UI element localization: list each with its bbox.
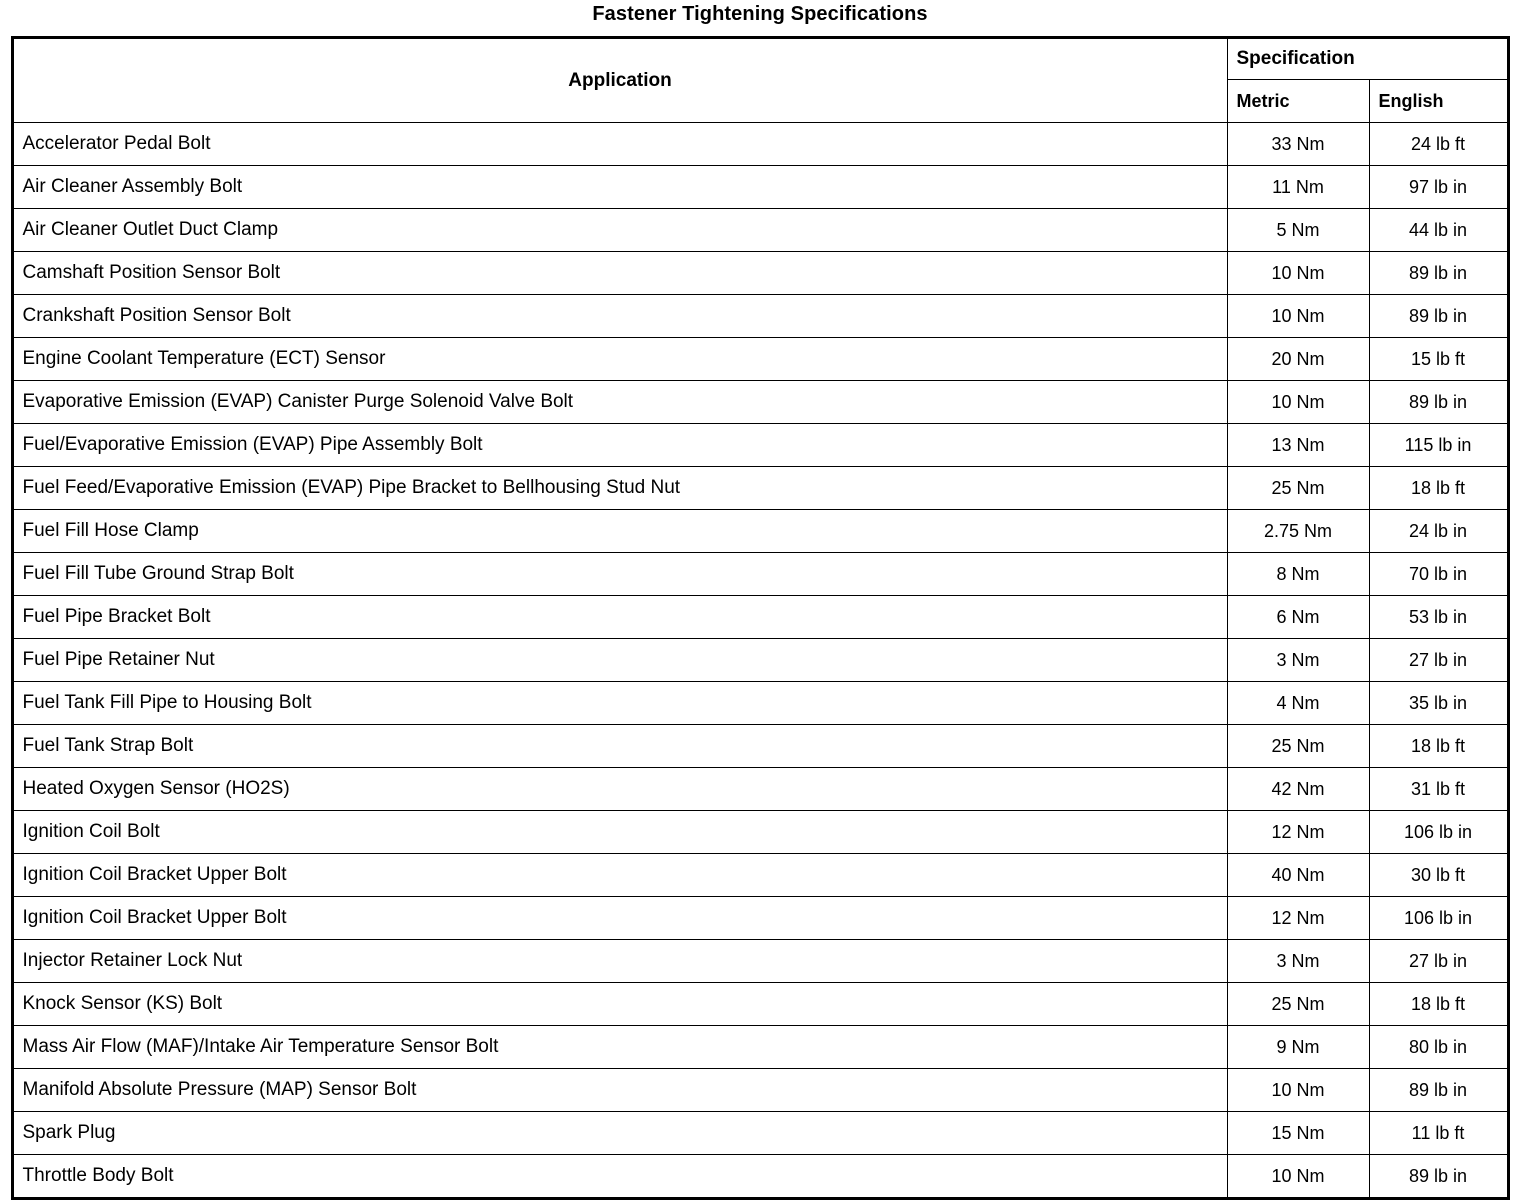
cell-application: Mass Air Flow (MAF)/Intake Air Temperature Sensor Bolt [12, 1026, 1227, 1069]
cell-english: 11 lb ft [1369, 1112, 1508, 1155]
table-header-row-1 [12, 38, 1508, 80]
cell-application: Air Cleaner Outlet Duct Clamp [12, 209, 1227, 252]
cell-metric: 12 Nm [1227, 897, 1369, 940]
cell-metric: 15 Nm [1227, 1112, 1369, 1155]
column-header-english: English [1369, 80, 1508, 123]
table-row [12, 252, 1508, 295]
cell-english: 106 lb in [1369, 811, 1508, 854]
cell-metric: 10 Nm [1227, 1155, 1369, 1199]
cell-english: 115 lb in [1369, 424, 1508, 467]
cell-metric: 42 Nm [1227, 768, 1369, 811]
cell-metric: 10 Nm [1227, 252, 1369, 295]
table-row [12, 553, 1508, 596]
column-header-specification: Specification [1227, 38, 1508, 80]
cell-application: Fuel Feed/Evaporative Emission (EVAP) Pipe Bracket to Bellhousing Stud Nut [12, 467, 1227, 510]
table-row [12, 983, 1508, 1026]
cell-english: 53 lb in [1369, 596, 1508, 639]
cell-english: 18 lb ft [1369, 467, 1508, 510]
table-row [12, 295, 1508, 338]
cell-application: Fuel Pipe Retainer Nut [12, 639, 1227, 682]
cell-application: Ignition Coil Bracket Upper Bolt [12, 897, 1227, 940]
cell-application: Crankshaft Position Sensor Bolt [12, 295, 1227, 338]
cell-english: 89 lb in [1369, 295, 1508, 338]
table-row [12, 725, 1508, 768]
cell-english: 89 lb in [1369, 1155, 1508, 1199]
cell-application: Air Cleaner Assembly Bolt [12, 166, 1227, 209]
cell-application: Ignition Coil Bracket Upper Bolt [12, 854, 1227, 897]
cell-application: Fuel Pipe Bracket Bolt [12, 596, 1227, 639]
cell-english: 18 lb ft [1369, 983, 1508, 1026]
table-header [12, 38, 1508, 123]
cell-metric: 5 Nm [1227, 209, 1369, 252]
cell-application: Accelerator Pedal Bolt [12, 123, 1227, 166]
cell-application: Ignition Coil Bolt [12, 811, 1227, 854]
cell-metric: 3 Nm [1227, 940, 1369, 983]
cell-metric: 10 Nm [1227, 381, 1369, 424]
table-row [12, 467, 1508, 510]
cell-application: Engine Coolant Temperature (ECT) Sensor [12, 338, 1227, 381]
table-row [12, 768, 1508, 811]
cell-metric: 9 Nm [1227, 1026, 1369, 1069]
table-row [12, 209, 1508, 252]
cell-application: Knock Sensor (KS) Bolt [12, 983, 1227, 1026]
table-row [12, 338, 1508, 381]
table-row [12, 940, 1508, 983]
cell-metric: 13 Nm [1227, 424, 1369, 467]
cell-english: 70 lb in [1369, 553, 1508, 596]
column-header-metric: Metric [1227, 80, 1369, 123]
cell-metric: 12 Nm [1227, 811, 1369, 854]
cell-english: 30 lb ft [1369, 854, 1508, 897]
cell-application: Manifold Absolute Pressure (MAP) Sensor Bolt [12, 1069, 1227, 1112]
cell-english: 24 lb in [1369, 510, 1508, 553]
cell-metric: 25 Nm [1227, 725, 1369, 768]
cell-english: 35 lb in [1369, 682, 1508, 725]
cell-metric: 25 Nm [1227, 983, 1369, 1026]
cell-application: Fuel Tank Strap Bolt [12, 725, 1227, 768]
table-row [12, 123, 1508, 166]
cell-application: Evaporative Emission (EVAP) Canister Purge Solenoid Valve Bolt [12, 381, 1227, 424]
cell-application: Fuel Tank Fill Pipe to Housing Bolt [12, 682, 1227, 725]
cell-metric: 20 Nm [1227, 338, 1369, 381]
cell-application: Camshaft Position Sensor Bolt [12, 252, 1227, 295]
cell-metric: 6 Nm [1227, 596, 1369, 639]
cell-metric: 10 Nm [1227, 295, 1369, 338]
table-row [12, 897, 1508, 940]
cell-application: Throttle Body Bolt [12, 1155, 1227, 1199]
cell-english: 15 lb ft [1369, 338, 1508, 381]
column-header-application: Application [12, 38, 1227, 123]
cell-english: 44 lb in [1369, 209, 1508, 252]
fastener-specifications-table [11, 36, 1510, 1200]
table-row [12, 166, 1508, 209]
cell-metric: 8 Nm [1227, 553, 1369, 596]
page-title: Fastener Tightening Specifications [592, 3, 928, 25]
cell-english: 89 lb in [1369, 252, 1508, 295]
table-row [12, 1112, 1508, 1155]
table-row [12, 510, 1508, 553]
cell-application: Heated Oxygen Sensor (HO2S) [12, 768, 1227, 811]
cell-english: 89 lb in [1369, 381, 1508, 424]
cell-english: 97 lb in [1369, 166, 1508, 209]
cell-english: 27 lb in [1369, 639, 1508, 682]
cell-english: 89 lb in [1369, 1069, 1508, 1112]
cell-metric: 10 Nm [1227, 1069, 1369, 1112]
cell-metric: 25 Nm [1227, 467, 1369, 510]
table-row [12, 381, 1508, 424]
cell-english: 106 lb in [1369, 897, 1508, 940]
cell-application: Fuel Fill Hose Clamp [12, 510, 1227, 553]
table-row [12, 1155, 1508, 1199]
cell-english: 24 lb ft [1369, 123, 1508, 166]
cell-metric: 2.75 Nm [1227, 510, 1369, 553]
cell-english: 80 lb in [1369, 1026, 1508, 1069]
cell-english: 27 lb in [1369, 940, 1508, 983]
table-row [12, 682, 1508, 725]
table-row [12, 1026, 1508, 1069]
table-row [12, 639, 1508, 682]
cell-metric: 4 Nm [1227, 682, 1369, 725]
table-row [12, 424, 1508, 467]
table-row [12, 596, 1508, 639]
cell-application: Fuel/Evaporative Emission (EVAP) Pipe Assembly Bolt [12, 424, 1227, 467]
cell-metric: 11 Nm [1227, 166, 1369, 209]
cell-english: 31 lb ft [1369, 768, 1508, 811]
table-body [12, 123, 1508, 1199]
cell-application: Injector Retainer Lock Nut [12, 940, 1227, 983]
cell-application: Fuel Fill Tube Ground Strap Bolt [12, 553, 1227, 596]
cell-metric: 33 Nm [1227, 123, 1369, 166]
cell-metric: 3 Nm [1227, 639, 1369, 682]
cell-application: Spark Plug [12, 1112, 1227, 1155]
cell-english: 18 lb ft [1369, 725, 1508, 768]
table-row [12, 811, 1508, 854]
table-row [12, 854, 1508, 897]
cell-metric: 40 Nm [1227, 854, 1369, 897]
table-row [12, 1069, 1508, 1112]
